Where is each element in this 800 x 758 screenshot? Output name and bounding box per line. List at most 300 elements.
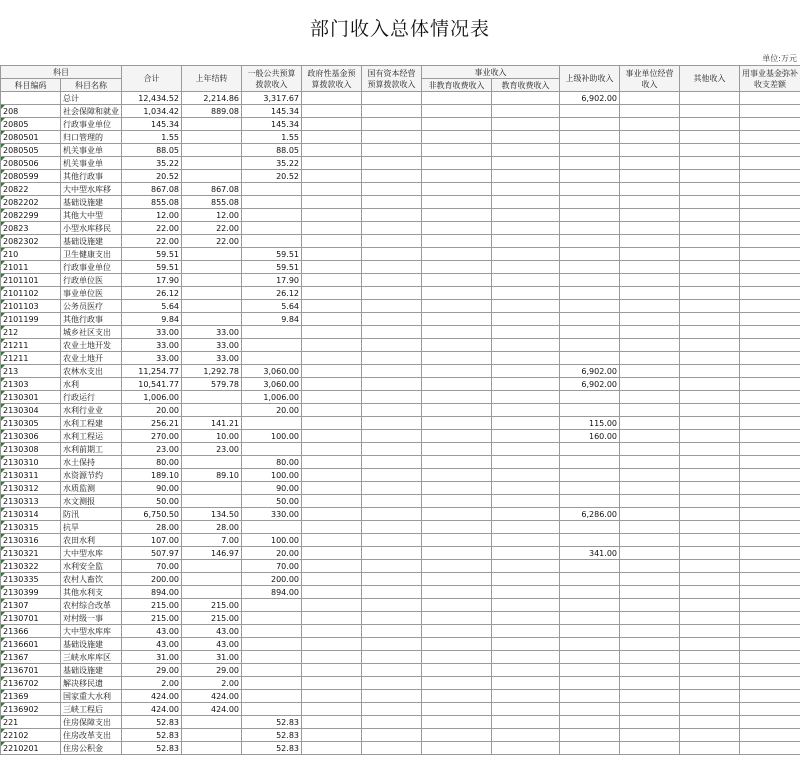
- row-other-income: [680, 300, 740, 313]
- row-edu-fee: [492, 261, 560, 274]
- row-fund-deficit: [740, 651, 800, 664]
- row-gov-fund-budget: [302, 157, 362, 170]
- row-edu-fee: [492, 183, 560, 196]
- row-general-budget: 5.64: [242, 300, 302, 313]
- row-non-edu-fee: [422, 651, 492, 664]
- row-edu-fee: [492, 729, 560, 742]
- row-subject-code: 2130306: [1, 430, 61, 443]
- row-higher-level-subsidy: [560, 235, 620, 248]
- row-last-year-carryover: 134.50: [182, 508, 242, 521]
- row-subject-name: 水土保持: [61, 456, 122, 469]
- row-affiliated-business: [620, 144, 680, 157]
- row-affiliated-business: [620, 183, 680, 196]
- row-total: 59.51: [122, 248, 182, 261]
- row-fund-deficit: [740, 703, 800, 716]
- row-edu-fee: [492, 404, 560, 417]
- row-other-income: [680, 651, 740, 664]
- row-higher-level-subsidy: 6,902.00: [560, 365, 620, 378]
- row-state-capital-budget: [362, 547, 422, 560]
- cell-corner-marker: [1, 547, 5, 551]
- row-edu-fee: [492, 534, 560, 547]
- row-edu-fee: [492, 157, 560, 170]
- row-edu-fee: [492, 313, 560, 326]
- row-subject-name: 公务员医疗: [61, 300, 122, 313]
- row-non-edu-fee: [422, 391, 492, 404]
- table-row: [1, 482, 800, 495]
- row-other-income: [680, 235, 740, 248]
- row-edu-fee: [492, 92, 560, 105]
- row-non-edu-fee: [422, 287, 492, 300]
- row-affiliated-business: [620, 534, 680, 547]
- row-edu-fee: [492, 547, 560, 560]
- row-general-budget: 100.00: [242, 534, 302, 547]
- row-last-year-carryover: [182, 560, 242, 573]
- cell-corner-marker: [1, 456, 5, 460]
- row-fund-deficit: [740, 612, 800, 625]
- row-edu-fee: [492, 417, 560, 430]
- row-gov-fund-budget: [302, 92, 362, 105]
- row-non-edu-fee: [422, 742, 492, 755]
- row-other-income: [680, 391, 740, 404]
- row-total: 855.08: [122, 196, 182, 209]
- row-higher-level-subsidy: [560, 209, 620, 222]
- row-general-budget: [242, 443, 302, 456]
- row-fund-deficit: [740, 404, 800, 417]
- row-subject-name: 农田水利: [61, 534, 122, 547]
- row-edu-fee: [492, 716, 560, 729]
- row-gov-fund-budget: [302, 209, 362, 222]
- row-last-year-carryover: [182, 482, 242, 495]
- row-subject-code: 2136701: [1, 664, 61, 677]
- row-subject-code: [1, 92, 61, 105]
- row-affiliated-business: [620, 92, 680, 105]
- row-last-year-carryover: 43.00: [182, 625, 242, 638]
- row-gov-fund-budget: [302, 326, 362, 339]
- row-state-capital-budget: [362, 599, 422, 612]
- row-higher-level-subsidy: [560, 534, 620, 547]
- table-row: [1, 196, 800, 209]
- row-other-income: [680, 677, 740, 690]
- row-subject-code: 20805: [1, 118, 61, 131]
- row-subject-name: 归口管理的: [61, 131, 122, 144]
- row-subject-name: 住房改革支出: [61, 729, 122, 742]
- row-affiliated-business: [620, 612, 680, 625]
- cell-corner-marker: [1, 404, 5, 408]
- row-state-capital-budget: [362, 365, 422, 378]
- table-row: [1, 144, 800, 157]
- row-total: 2.00: [122, 677, 182, 690]
- row-general-budget: 3,060.00: [242, 378, 302, 391]
- row-other-income: [680, 274, 740, 287]
- row-general-budget: [242, 209, 302, 222]
- row-higher-level-subsidy: [560, 170, 620, 183]
- cell-corner-marker: [1, 716, 5, 720]
- row-non-edu-fee: [422, 638, 492, 651]
- row-other-income: [680, 157, 740, 170]
- row-general-budget: 20.52: [242, 170, 302, 183]
- row-affiliated-business: [620, 209, 680, 222]
- row-edu-fee: [492, 131, 560, 144]
- cell-corner-marker: [1, 495, 5, 499]
- row-higher-level-subsidy: [560, 742, 620, 755]
- row-state-capital-budget: [362, 495, 422, 508]
- row-other-income: [680, 469, 740, 482]
- row-state-capital-budget: [362, 339, 422, 352]
- row-other-income: [680, 703, 740, 716]
- table-row: [1, 456, 800, 469]
- row-last-year-carryover: 215.00: [182, 612, 242, 625]
- row-affiliated-business: [620, 625, 680, 638]
- row-state-capital-budget: [362, 92, 422, 105]
- row-fund-deficit: [740, 391, 800, 404]
- row-edu-fee: [492, 469, 560, 482]
- row-last-year-carryover: [182, 391, 242, 404]
- row-general-budget: [242, 196, 302, 209]
- cell-corner-marker: [1, 274, 5, 278]
- row-subject-name: 三峡工程后: [61, 703, 122, 716]
- cell-corner-marker: [1, 599, 5, 603]
- row-affiliated-business: [620, 339, 680, 352]
- row-subject-code: 213: [1, 365, 61, 378]
- row-gov-fund-budget: [302, 430, 362, 443]
- row-total: 22.00: [122, 222, 182, 235]
- row-gov-fund-budget: [302, 391, 362, 404]
- row-subject-name: 水文测报: [61, 495, 122, 508]
- row-state-capital-budget: [362, 287, 422, 300]
- row-gov-fund-budget: [302, 534, 362, 547]
- row-subject-name: 机关事业单: [61, 144, 122, 157]
- row-edu-fee: [492, 300, 560, 313]
- row-total: 270.00: [122, 430, 182, 443]
- row-subject-name: 农林水支出: [61, 365, 122, 378]
- row-edu-fee: [492, 495, 560, 508]
- row-subject-name: 住房保障支出: [61, 716, 122, 729]
- row-subject-code: 212: [1, 326, 61, 339]
- row-other-income: [680, 495, 740, 508]
- row-other-income: [680, 443, 740, 456]
- row-fund-deficit: [740, 716, 800, 729]
- table-row: [1, 573, 800, 586]
- row-non-edu-fee: [422, 495, 492, 508]
- table-row: [1, 131, 800, 144]
- row-general-budget: 200.00: [242, 573, 302, 586]
- row-total: 33.00: [122, 352, 182, 365]
- row-fund-deficit: [740, 118, 800, 131]
- row-non-edu-fee: [422, 222, 492, 235]
- row-higher-level-subsidy: [560, 222, 620, 235]
- row-subject-name: 小型水库移民: [61, 222, 122, 235]
- row-state-capital-budget: [362, 651, 422, 664]
- row-last-year-carryover: [182, 742, 242, 755]
- row-non-edu-fee: [422, 521, 492, 534]
- row-gov-fund-budget: [302, 716, 362, 729]
- row-higher-level-subsidy: [560, 196, 620, 209]
- row-total: 17.90: [122, 274, 182, 287]
- row-state-capital-budget: [362, 625, 422, 638]
- row-state-capital-budget: [362, 638, 422, 651]
- row-general-budget: [242, 612, 302, 625]
- row-last-year-carryover: 855.08: [182, 196, 242, 209]
- row-affiliated-business: [620, 404, 680, 417]
- cell-corner-marker: [1, 105, 5, 109]
- row-total: 43.00: [122, 638, 182, 651]
- cell-corner-marker: [1, 131, 5, 135]
- row-fund-deficit: [740, 586, 800, 599]
- row-fund-deficit: [740, 365, 800, 378]
- row-fund-deficit: [740, 144, 800, 157]
- row-higher-level-subsidy: [560, 482, 620, 495]
- row-non-edu-fee: [422, 456, 492, 469]
- row-last-year-carryover: 579.78: [182, 378, 242, 391]
- row-state-capital-budget: [362, 313, 422, 326]
- row-non-edu-fee: [422, 183, 492, 196]
- row-higher-level-subsidy: [560, 144, 620, 157]
- row-subject-name: 基础设施建: [61, 638, 122, 651]
- row-subject-code: 2101199: [1, 313, 61, 326]
- table-body: [1, 92, 800, 755]
- row-fund-deficit: [740, 131, 800, 144]
- row-subject-code: 2080599: [1, 170, 61, 183]
- cell-corner-marker: [1, 521, 5, 525]
- header-business-group: 事业收入: [422, 66, 560, 79]
- row-other-income: [680, 625, 740, 638]
- row-fund-deficit: [740, 742, 800, 755]
- row-last-year-carryover: 2,214.86: [182, 92, 242, 105]
- row-state-capital-budget: [362, 183, 422, 196]
- row-total: 80.00: [122, 456, 182, 469]
- cell-corner-marker: [1, 469, 5, 473]
- row-gov-fund-budget: [302, 365, 362, 378]
- cell-corner-marker: [1, 261, 5, 265]
- row-general-budget: 145.34: [242, 118, 302, 131]
- header-other-income: 其他收入: [680, 66, 740, 92]
- row-non-edu-fee: [422, 235, 492, 248]
- row-state-capital-budget: [362, 664, 422, 677]
- row-fund-deficit: [740, 196, 800, 209]
- table-row: [1, 248, 800, 261]
- row-edu-fee: [492, 456, 560, 469]
- row-edu-fee: [492, 508, 560, 521]
- row-non-edu-fee: [422, 599, 492, 612]
- table-row: [1, 469, 800, 482]
- row-general-budget: [242, 235, 302, 248]
- row-gov-fund-budget: [302, 560, 362, 573]
- row-state-capital-budget: [362, 612, 422, 625]
- row-subject-code: 22102: [1, 729, 61, 742]
- row-affiliated-business: [620, 586, 680, 599]
- row-total: 107.00: [122, 534, 182, 547]
- row-affiliated-business: [620, 729, 680, 742]
- table-row: [1, 261, 800, 274]
- row-subject-code: 20822: [1, 183, 61, 196]
- row-subject-name: 水利前期工: [61, 443, 122, 456]
- row-subject-name: 城乡社区支出: [61, 326, 122, 339]
- row-last-year-carryover: [182, 157, 242, 170]
- row-state-capital-budget: [362, 261, 422, 274]
- row-subject-name: 总计: [61, 92, 122, 105]
- row-total: 12.00: [122, 209, 182, 222]
- row-gov-fund-budget: [302, 495, 362, 508]
- row-total: 23.00: [122, 443, 182, 456]
- row-affiliated-business: [620, 261, 680, 274]
- row-non-edu-fee: [422, 365, 492, 378]
- row-state-capital-budget: [362, 222, 422, 235]
- row-subject-code: 2130314: [1, 508, 61, 521]
- row-other-income: [680, 209, 740, 222]
- table-row: [1, 729, 800, 742]
- row-total: 867.08: [122, 183, 182, 196]
- row-gov-fund-budget: [302, 742, 362, 755]
- row-non-edu-fee: [422, 625, 492, 638]
- row-subject-name: 国家重大水利: [61, 690, 122, 703]
- row-last-year-carryover: 10.00: [182, 430, 242, 443]
- row-subject-name: 农村人畜饮: [61, 573, 122, 586]
- row-higher-level-subsidy: 6,902.00: [560, 378, 620, 391]
- row-general-budget: [242, 183, 302, 196]
- row-last-year-carryover: 7.00: [182, 534, 242, 547]
- row-subject-name: 大中型水库移: [61, 183, 122, 196]
- row-subject-code: 2130301: [1, 391, 61, 404]
- row-subject-code: 2136702: [1, 677, 61, 690]
- row-subject-name: 行政事业单位: [61, 118, 122, 131]
- row-higher-level-subsidy: [560, 677, 620, 690]
- row-total: 35.22: [122, 157, 182, 170]
- row-last-year-carryover: [182, 586, 242, 599]
- row-total: 12,434.52: [122, 92, 182, 105]
- row-non-edu-fee: [422, 105, 492, 118]
- row-fund-deficit: [740, 430, 800, 443]
- row-last-year-carryover: [182, 716, 242, 729]
- row-general-budget: [242, 339, 302, 352]
- header-subject-code: 科目编码: [1, 79, 61, 92]
- row-fund-deficit: [740, 92, 800, 105]
- row-general-budget: [242, 599, 302, 612]
- row-subject-name: 抗旱: [61, 521, 122, 534]
- cell-corner-marker: [1, 742, 5, 746]
- row-general-budget: [242, 417, 302, 430]
- row-gov-fund-budget: [302, 625, 362, 638]
- row-state-capital-budget: [362, 144, 422, 157]
- header-higher-level-subsidy: 上级补助收入: [560, 66, 620, 92]
- row-state-capital-budget: [362, 196, 422, 209]
- row-subject-name: 解决移民遗: [61, 677, 122, 690]
- row-fund-deficit: [740, 378, 800, 391]
- row-subject-code: 20823: [1, 222, 61, 235]
- row-state-capital-budget: [362, 391, 422, 404]
- row-non-edu-fee: [422, 573, 492, 586]
- row-other-income: [680, 313, 740, 326]
- cell-corner-marker: [1, 482, 5, 486]
- row-last-year-carryover: [182, 573, 242, 586]
- row-gov-fund-budget: [302, 183, 362, 196]
- row-gov-fund-budget: [302, 118, 362, 131]
- row-higher-level-subsidy: 115.00: [560, 417, 620, 430]
- row-other-income: [680, 729, 740, 742]
- row-total: 33.00: [122, 326, 182, 339]
- table-row: [1, 430, 800, 443]
- row-total: 1,006.00: [122, 391, 182, 404]
- row-affiliated-business: [620, 417, 680, 430]
- row-last-year-carryover: 146.97: [182, 547, 242, 560]
- row-affiliated-business: [620, 235, 680, 248]
- row-affiliated-business: [620, 157, 680, 170]
- row-subject-name: 大中型水库: [61, 547, 122, 560]
- table-row: [1, 521, 800, 534]
- row-state-capital-budget: [362, 170, 422, 183]
- row-other-income: [680, 92, 740, 105]
- row-last-year-carryover: [182, 261, 242, 274]
- row-general-budget: 3,060.00: [242, 365, 302, 378]
- row-state-capital-budget: [362, 677, 422, 690]
- row-general-budget: [242, 521, 302, 534]
- row-affiliated-business: [620, 599, 680, 612]
- row-subject-code: 2082302: [1, 235, 61, 248]
- row-non-edu-fee: [422, 313, 492, 326]
- table-row: [1, 586, 800, 599]
- row-state-capital-budget: [362, 352, 422, 365]
- row-fund-deficit: [740, 261, 800, 274]
- row-total: 70.00: [122, 560, 182, 573]
- row-higher-level-subsidy: [560, 703, 620, 716]
- row-general-budget: 35.22: [242, 157, 302, 170]
- table-row: [1, 404, 800, 417]
- row-subject-name: 水利安全监: [61, 560, 122, 573]
- row-other-income: [680, 573, 740, 586]
- row-subject-name: 大中型水库库: [61, 625, 122, 638]
- row-subject-name: 住房公积金: [61, 742, 122, 755]
- row-non-edu-fee: [422, 677, 492, 690]
- row-state-capital-budget: [362, 326, 422, 339]
- row-general-budget: 59.51: [242, 248, 302, 261]
- row-edu-fee: [492, 586, 560, 599]
- cell-corner-marker: [1, 430, 5, 434]
- row-fund-deficit: [740, 209, 800, 222]
- cell-corner-marker: [1, 196, 5, 200]
- table-row: [1, 118, 800, 131]
- row-general-budget: 3,317.67: [242, 92, 302, 105]
- row-gov-fund-budget: [302, 612, 362, 625]
- row-total: 59.51: [122, 261, 182, 274]
- cell-corner-marker: [1, 326, 5, 330]
- row-non-edu-fee: [422, 612, 492, 625]
- row-edu-fee: [492, 170, 560, 183]
- cell-corner-marker: [1, 209, 5, 213]
- row-subject-code: 21211: [1, 352, 61, 365]
- row-non-edu-fee: [422, 690, 492, 703]
- row-gov-fund-budget: [302, 339, 362, 352]
- row-general-budget: [242, 690, 302, 703]
- row-higher-level-subsidy: [560, 300, 620, 313]
- row-subject-code: 210: [1, 248, 61, 261]
- table-row: [1, 365, 800, 378]
- row-last-year-carryover: 29.00: [182, 664, 242, 677]
- row-subject-name: 行政单位医: [61, 274, 122, 287]
- row-last-year-carryover: [182, 248, 242, 261]
- row-affiliated-business: [620, 703, 680, 716]
- table-row: [1, 742, 800, 755]
- row-state-capital-budget: [362, 573, 422, 586]
- row-total: 5.64: [122, 300, 182, 313]
- row-fund-deficit: [740, 235, 800, 248]
- row-non-edu-fee: [422, 586, 492, 599]
- table-row: [1, 612, 800, 625]
- row-affiliated-business: [620, 222, 680, 235]
- table-row: [1, 287, 800, 300]
- row-affiliated-business: [620, 521, 680, 534]
- row-gov-fund-budget: [302, 599, 362, 612]
- row-general-budget: 88.05: [242, 144, 302, 157]
- row-state-capital-budget: [362, 300, 422, 313]
